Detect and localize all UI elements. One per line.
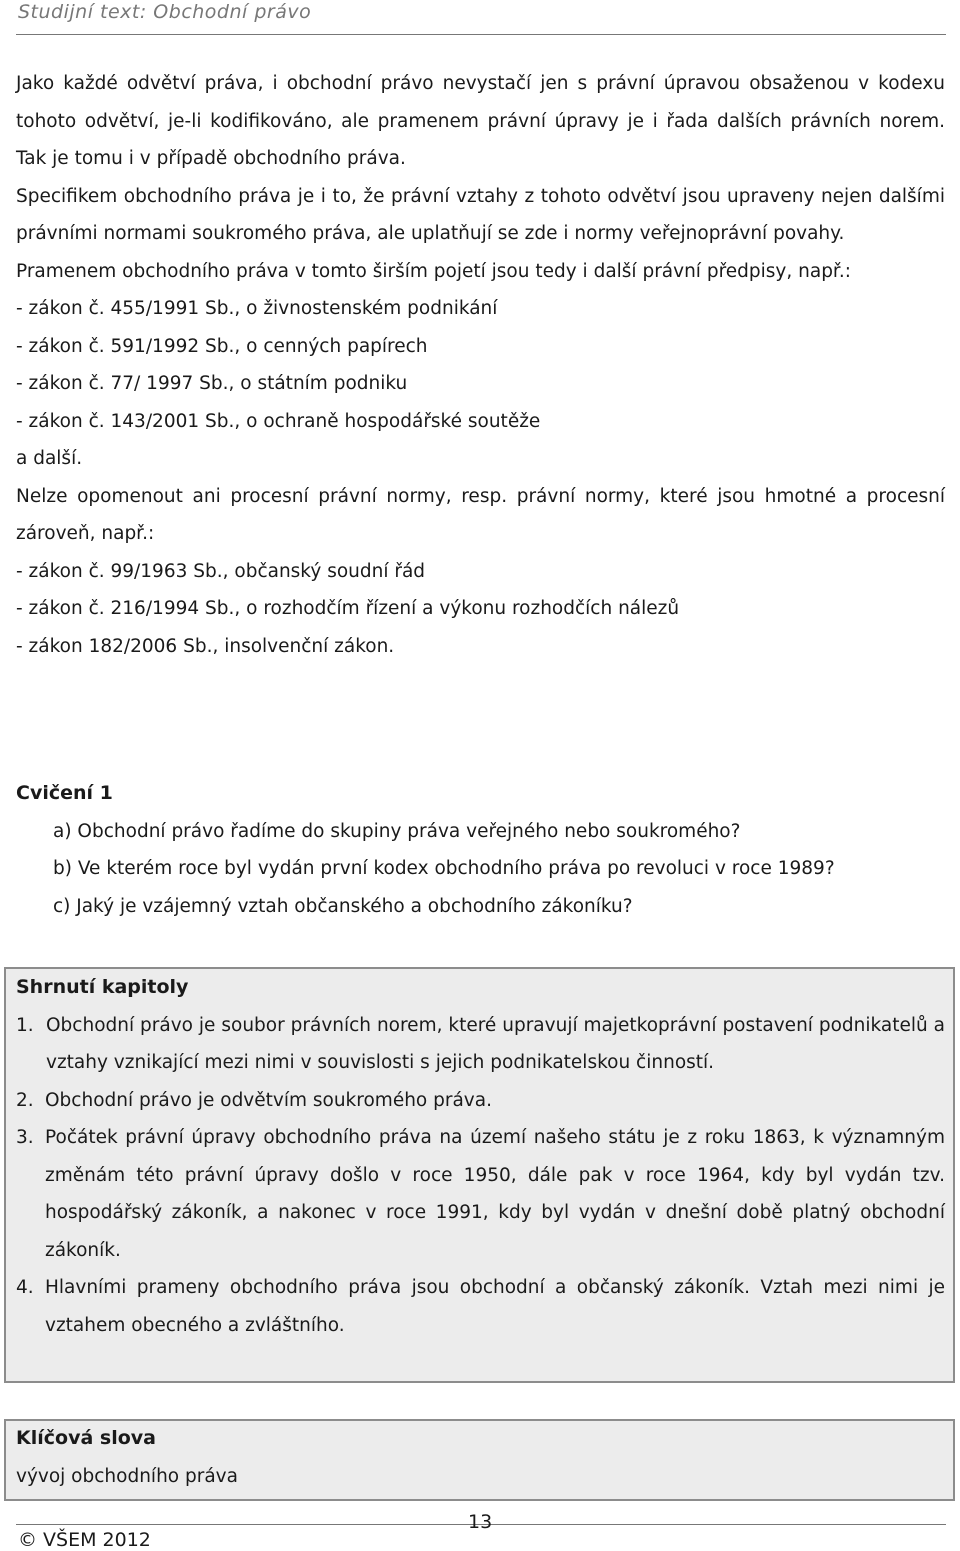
law-item: - zákon 182/2006 Sb., insolvenční zákon.	[16, 635, 395, 657]
paragraph-2: Specifikem obchodního práva je i to, že právní vztahy z tohoto odvětví jsou upraveny nejen dalšími právními normami soukromého práva, ale uplatňují se zde i normy veřejnoprávní povahy.	[16, 185, 945, 244]
summary-item-text: Obchodní právo je odvětvím soukromého práva.	[45, 1089, 492, 1111]
page-number: 13	[468, 1511, 493, 1533]
law-list-end: a další.	[16, 448, 83, 469]
summary-item-text: Počátek právní úpravy obchodního práva na území našeho státu je z roku 1863, k významným změnám této právní úpravy došlo v roce 1950, dále pak v roce 1964, kdy byl vydán tzv. hospodářský zákoník, a nakonec v roce 1991, kdy byl vydán v dnešní době platný obchodní zákoník.	[45, 1127, 945, 1261]
paragraph-3: Pramenem obchodního práva v tomto širším pojetí jsou tedy i další právní předpisy, např.:	[16, 260, 851, 282]
summary-item-text	[46, 1007, 945, 1082]
header-title: Studijní text: Obchodní právo	[18, 1, 312, 23]
law-item: - zákon č. 99/1963 Sb., občanský soudní řád	[16, 560, 426, 582]
footer-copyright: © VŠEM 2012	[18, 1529, 151, 1551]
law-item: - zákon č. 455/1991 Sb., o živnostenském podnikání	[16, 298, 498, 319]
paragraph-4: Nelze opomenout ani procesní právní normy, resp. právní normy, které jsou hmotné a procesní zároveň, např.:	[16, 485, 945, 544]
main-text	[16, 65, 945, 665]
paragraph-1: Jako každé odvětví práva, i obchodní právo nevystačí jen s právní úpravou obsaženou v kodexu tohoto odvětví, je-li kodifikováno, ale pramenem právní úpravy je i řada dalších právních norem. Tak je tomu i v případě obchodního práva.	[16, 73, 945, 169]
summary-item	[16, 1007, 945, 1082]
summary-item	[16, 1269, 945, 1344]
summary-item-number: 1.	[16, 1014, 34, 1036]
summary-item-number: 4.	[16, 1277, 34, 1298]
summary-item	[16, 1119, 945, 1269]
law-item: - zákon č. 77/ 1997 Sb., o státním podniku	[16, 373, 408, 394]
page-footer	[16, 1511, 946, 1551]
law-item: - zákon č. 591/1992 Sb., o cenných papírech	[16, 335, 428, 357]
exercise-question: b) Ve kterém roce byl vydán první kodex obchodního práva po revoluci v roce 1989?	[53, 858, 835, 879]
exercise-question: a) Obchodní právo řadíme do skupiny práva veřejného nebo soukromého?	[53, 820, 741, 842]
keywords-box	[4, 1419, 955, 1501]
exercise-question: c) Jaký je vzájemný vztah občanského a obchodního zákoníku?	[53, 895, 633, 917]
exercise-title: Cvičení 1	[16, 782, 113, 804]
summary-box	[4, 967, 955, 1383]
summary-item-number: 2.	[16, 1089, 34, 1111]
summary-item-body: Obchodní právo je soubor právních norem, které upravují majetkoprávní postavení podnikatelů a vztahy vznikající mezi nimi v souvislosti s jejich podnikatelskou činností.	[46, 1014, 945, 1073]
law-item: - zákon č. 216/1994 Sb., o rozhodčím řízení a výkonu rozhodčích nálezů	[16, 598, 680, 619]
summary-item	[16, 1082, 945, 1120]
summary-item-number: 3.	[16, 1127, 34, 1148]
page-header	[16, 0, 946, 35]
summary-title: Shrnutí kapitoly	[16, 976, 189, 998]
keywords-title: Klíčová slova	[16, 1427, 156, 1449]
summary-item-text: Hlavními prameny obchodního práva jsou obchodní a občanský zákoník. Vztah mezi nimi je vztahem obecného a zvláštního.	[45, 1277, 945, 1336]
keywords-text: vývoj obchodního práva	[16, 1465, 238, 1487]
law-item: - zákon č. 143/2001 Sb., o ochraně hospodářské soutěže	[16, 410, 541, 432]
exercise-section	[16, 775, 945, 925]
